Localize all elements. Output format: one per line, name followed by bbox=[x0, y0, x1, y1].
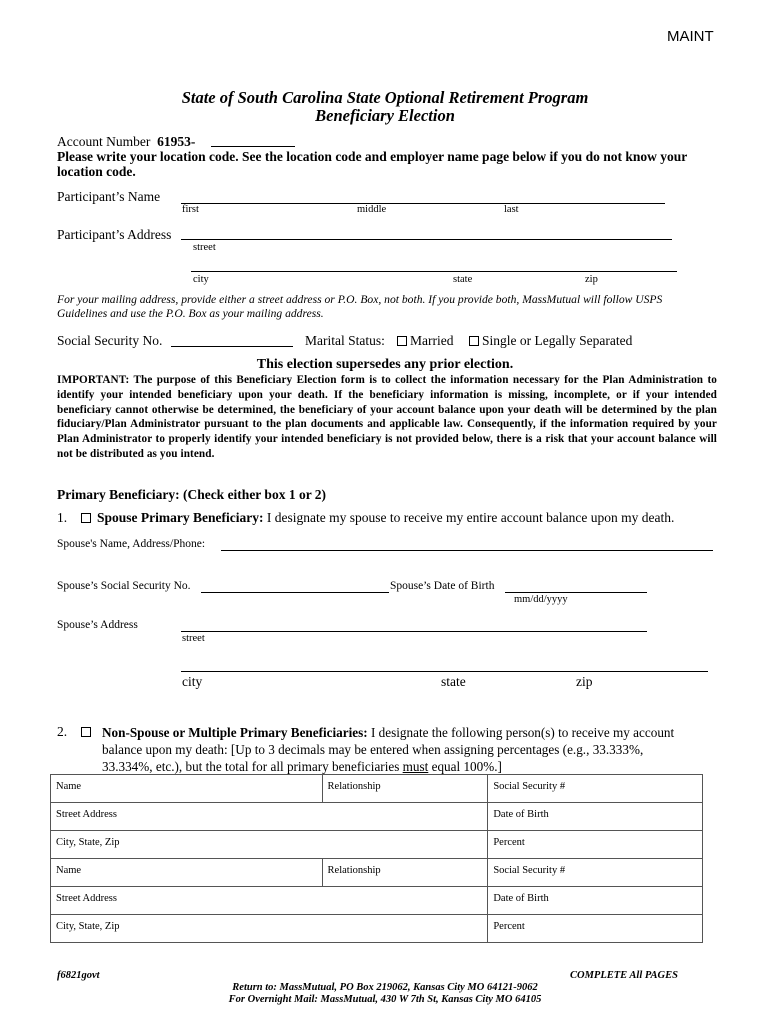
option-1-line: 1. Spouse Primary Beneficiary: I designate my spouse to receive my entire account balance upon my death. bbox=[57, 510, 675, 525]
state-caption: state bbox=[453, 274, 473, 285]
spouse-city-state-zip-field[interactable] bbox=[181, 671, 708, 672]
spouse-zip-caption: zip bbox=[576, 674, 593, 689]
first-name-caption: first bbox=[182, 204, 199, 215]
table-row bbox=[51, 887, 703, 915]
city-caption: city bbox=[193, 274, 209, 285]
married-checkbox[interactable] bbox=[397, 336, 407, 346]
participant-street-field[interactable] bbox=[181, 239, 672, 240]
important-notice: IMPORTANT: The purpose of this Beneficiary Election form is to collect the information necessary for the Plan Administration to identify your intended beneficiary upon your death. If the beneficiary information is missing, incomplete, or if your intended beneficiary cannot otherwise be determined, the beneficiary of your account balance upon your death will be determined by the plan fiduciary/Plan Administrator pursuant to the plan documents and applicable law. Consequently, if the information required by your Plan Administrator to properly identify your intended beneficiary is not provided below, there is a risk that your account balance will not be distributed as you intend. bbox=[57, 374, 717, 460]
beneficiary-1-ssn-cell[interactable]: Social Security # bbox=[488, 775, 703, 803]
form-code-maint: MAINT bbox=[667, 28, 714, 45]
participant-city-state-zip-field[interactable] bbox=[191, 271, 677, 272]
beneficiary-2-name-cell[interactable]: Name bbox=[51, 859, 323, 887]
form-id: f6821govt bbox=[57, 970, 100, 981]
single-option[interactable]: Single or Legally Separated bbox=[469, 333, 632, 349]
primary-beneficiary-heading: Primary Beneficiary: (Check either box 1 or 2) bbox=[57, 487, 327, 502]
spouse-state-caption: state bbox=[441, 674, 466, 689]
form-title: State of South Carolina State Optional Retirement Program bbox=[181, 88, 589, 107]
account-number-prefix: 61953- bbox=[157, 134, 196, 149]
option-2-number: 2. bbox=[57, 724, 94, 740]
spouse-name-label: Spouse's Name, Address/Phone: bbox=[57, 538, 206, 550]
table-row bbox=[51, 775, 703, 803]
beneficiary-1-relationship-cell[interactable]: Relationship bbox=[322, 775, 488, 803]
spouse-street-field[interactable] bbox=[181, 631, 647, 632]
beneficiary-1-street-cell[interactable]: Street Address bbox=[51, 803, 488, 831]
middle-name-caption: middle bbox=[357, 204, 387, 215]
table-row bbox=[51, 915, 703, 943]
return-address: Return to: MassMutual, PO Box 219062, Kansas City MO 64121-9062 bbox=[232, 982, 538, 993]
beneficiary-1-percent-cell[interactable]: Percent bbox=[488, 831, 703, 859]
spouse-city-caption: city bbox=[182, 674, 203, 689]
beneficiary-2-street-cell[interactable]: Street Address bbox=[51, 887, 488, 915]
option-2-text: Non-Spouse or Multiple Primary Beneficiaries: I designate the following person(s) to receive my account balance upon my death: [Up to 3 decimals may be entered when assigning percentages (e.g., 33.333%, 33.334%, etc.), but the total for all primary beneficiaries must equal 100%.] bbox=[102, 725, 675, 774]
spouse-ssn-field[interactable] bbox=[201, 592, 389, 593]
spouse-ssn-label: Spouse’s Social Security No. bbox=[57, 580, 191, 592]
spouse-beneficiary-checkbox[interactable] bbox=[81, 513, 91, 523]
beneficiary-2-percent-cell[interactable]: Percent bbox=[488, 915, 703, 943]
single-checkbox[interactable] bbox=[469, 336, 479, 346]
ssn-field[interactable] bbox=[171, 346, 293, 347]
marital-status-label: Marital Status: bbox=[305, 333, 385, 348]
account-number-label: Account Number 61953- bbox=[57, 134, 196, 149]
non-spouse-beneficiary-checkbox[interactable] bbox=[81, 727, 91, 737]
spouse-dob-field[interactable] bbox=[505, 592, 647, 593]
overnight-address: For Overnight Mail: MassMutual, 430 W 7th St, Kansas City MO 64105 bbox=[228, 994, 542, 1005]
account-number-field[interactable] bbox=[211, 146, 295, 147]
beneficiary-2-city-cell[interactable]: City, State, Zip bbox=[51, 915, 488, 943]
beneficiary-table bbox=[50, 774, 703, 943]
complete-all-pages: COMPLETE All PAGES bbox=[570, 970, 678, 981]
beneficiary-1-dob-cell[interactable]: Date of Birth bbox=[488, 803, 703, 831]
mailing-address-note: For your mailing address, provide either a street address or P.O. Box, not both. If you provide both, MassMutual will follow USPS Guidelines and use the P.O. Box as your mailing address. bbox=[57, 293, 663, 320]
street-caption: street bbox=[193, 242, 216, 253]
location-code-instruction: Please write your location code. See the location code and employer name page below if you do not know your location code. bbox=[57, 149, 687, 179]
table-row bbox=[51, 859, 703, 887]
zip-caption: zip bbox=[585, 274, 598, 285]
beneficiary-1-name-cell[interactable]: Name bbox=[51, 775, 323, 803]
beneficiary-2-relationship-cell[interactable]: Relationship bbox=[322, 859, 488, 887]
spouse-dob-label: Spouse’s Date of Birth bbox=[390, 580, 495, 592]
participant-name-field[interactable] bbox=[181, 203, 665, 204]
dob-format-caption: mm/dd/yyyy bbox=[514, 594, 568, 605]
last-name-caption: last bbox=[504, 204, 519, 215]
beneficiary-2-ssn-cell[interactable]: Social Security # bbox=[488, 859, 703, 887]
spouse-address-label: Spouse’s Address bbox=[57, 619, 138, 631]
spouse-street-caption: street bbox=[182, 633, 205, 644]
spouse-name-field[interactable] bbox=[221, 550, 713, 551]
beneficiary-1-city-cell[interactable]: City, State, Zip bbox=[51, 831, 488, 859]
beneficiary-2-dob-cell[interactable]: Date of Birth bbox=[488, 887, 703, 915]
ssn-label: Social Security No. bbox=[57, 333, 163, 348]
table-row bbox=[51, 803, 703, 831]
married-option[interactable]: Married bbox=[397, 333, 453, 349]
form-subtitle: Beneficiary Election bbox=[315, 106, 455, 125]
table-row bbox=[51, 831, 703, 859]
participant-address-label: Participant’s Address bbox=[57, 227, 172, 242]
supersedes-notice: This election supersedes any prior election. bbox=[256, 357, 514, 372]
participant-name-label: Participant’s Name bbox=[57, 189, 161, 204]
